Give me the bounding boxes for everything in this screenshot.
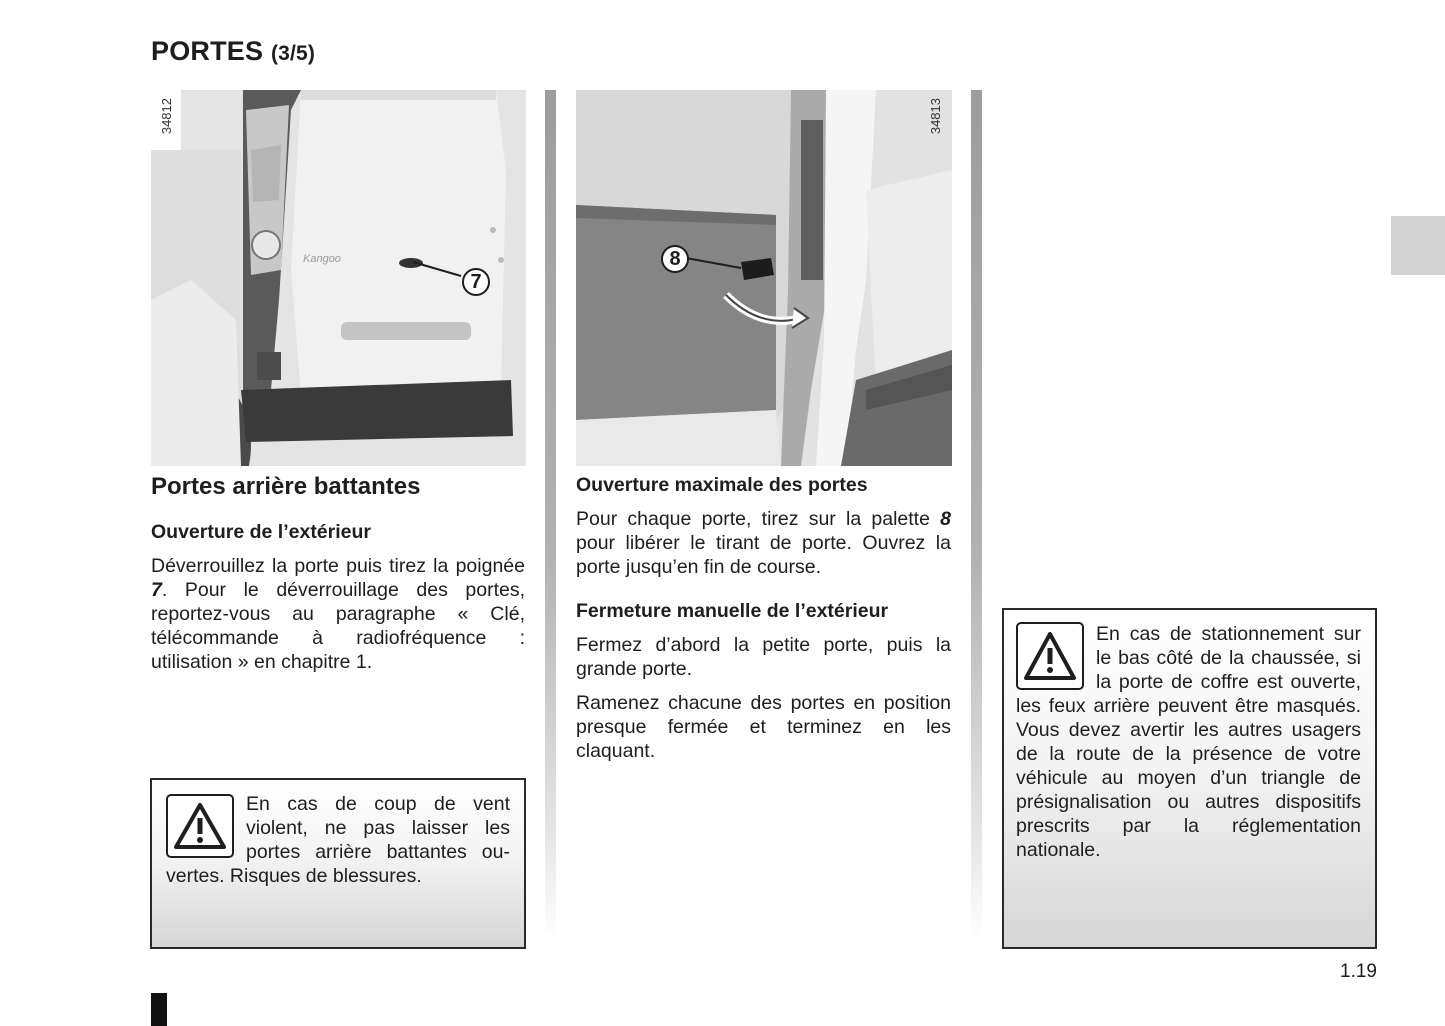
callout-8: 8 bbox=[661, 245, 689, 273]
paragraph-close-order: Fermez d’abord la petite porte, puis la grande porte. bbox=[576, 634, 951, 680]
warning-text-wind: En cas de coup de vent violent, ne pas laisser les portes arrière battantes ouvertes. Risques de blessures. bbox=[166, 793, 510, 887]
page-title bbox=[151, 36, 315, 67]
heading-max-opening: Ouverture maximale des portes bbox=[576, 474, 868, 496]
heading-manual-closing: Fermeture manuelle de l’extérieur bbox=[576, 600, 889, 622]
ref-handle-7: 7 bbox=[151, 579, 162, 601]
subheading-exterior-opening: Ouverture de l’extérieur bbox=[151, 521, 372, 543]
ref-lever-8: 8 bbox=[940, 508, 951, 530]
column-separator-right bbox=[971, 90, 982, 940]
warning-box-wind bbox=[150, 778, 526, 949]
page-corner-mark bbox=[151, 993, 167, 1026]
vehicle-badge: Kangoo bbox=[303, 253, 341, 265]
photo-rear-doors bbox=[151, 90, 526, 466]
warning-triangle-icon bbox=[166, 794, 234, 858]
section-heading: Portes arrière battantes bbox=[151, 473, 421, 500]
photo-ref-number: 34813 bbox=[928, 98, 943, 135]
door-lever-illustration bbox=[576, 90, 952, 466]
callout-7: 7 bbox=[462, 268, 490, 296]
paragraph-max-opening: Pour chaque porte, tirez sur la palette 8 pour libérer le tirant de porte. Ouvrez la porte jusqu’en fin de course. bbox=[576, 508, 951, 578]
page-number: 1.19 bbox=[1340, 961, 1377, 982]
warning-triangle-icon bbox=[1016, 622, 1084, 690]
warning-box-parking bbox=[1002, 608, 1377, 949]
paragraph-slam-doors: Ramenez chacune des portes en position presque fermée et terminez en les claquant. bbox=[576, 692, 951, 762]
photo-door-lever bbox=[576, 90, 952, 466]
paragraph-unlock: Déverrouillez la porte puis tirez la poignée 7. Pour le déverrouillage des portes, reportez-vous au paragraphe « Clé, télécommande à radiofréquence : utilisation » en chapitre 1. bbox=[151, 555, 525, 673]
column-separator-left bbox=[545, 90, 556, 940]
page-title-text: PORTES bbox=[151, 36, 264, 66]
page-title-part: (3/5) bbox=[270, 42, 316, 65]
photo-ref-number: 34812 bbox=[159, 98, 174, 135]
chapter-thumb-tab bbox=[1391, 216, 1445, 275]
warning-text-parking: En cas de stationnement sur le bas côté de la chaussée, si la porte de coffre est ouverte, les feux arrière peuvent être masqués. Vous devez avertir les autres usagers de la route de la présence de votre véhicule au moyen d’un triangle de présignalisation ou autres dispositifs prescrits par la réglementation nationale. bbox=[1016, 623, 1361, 861]
